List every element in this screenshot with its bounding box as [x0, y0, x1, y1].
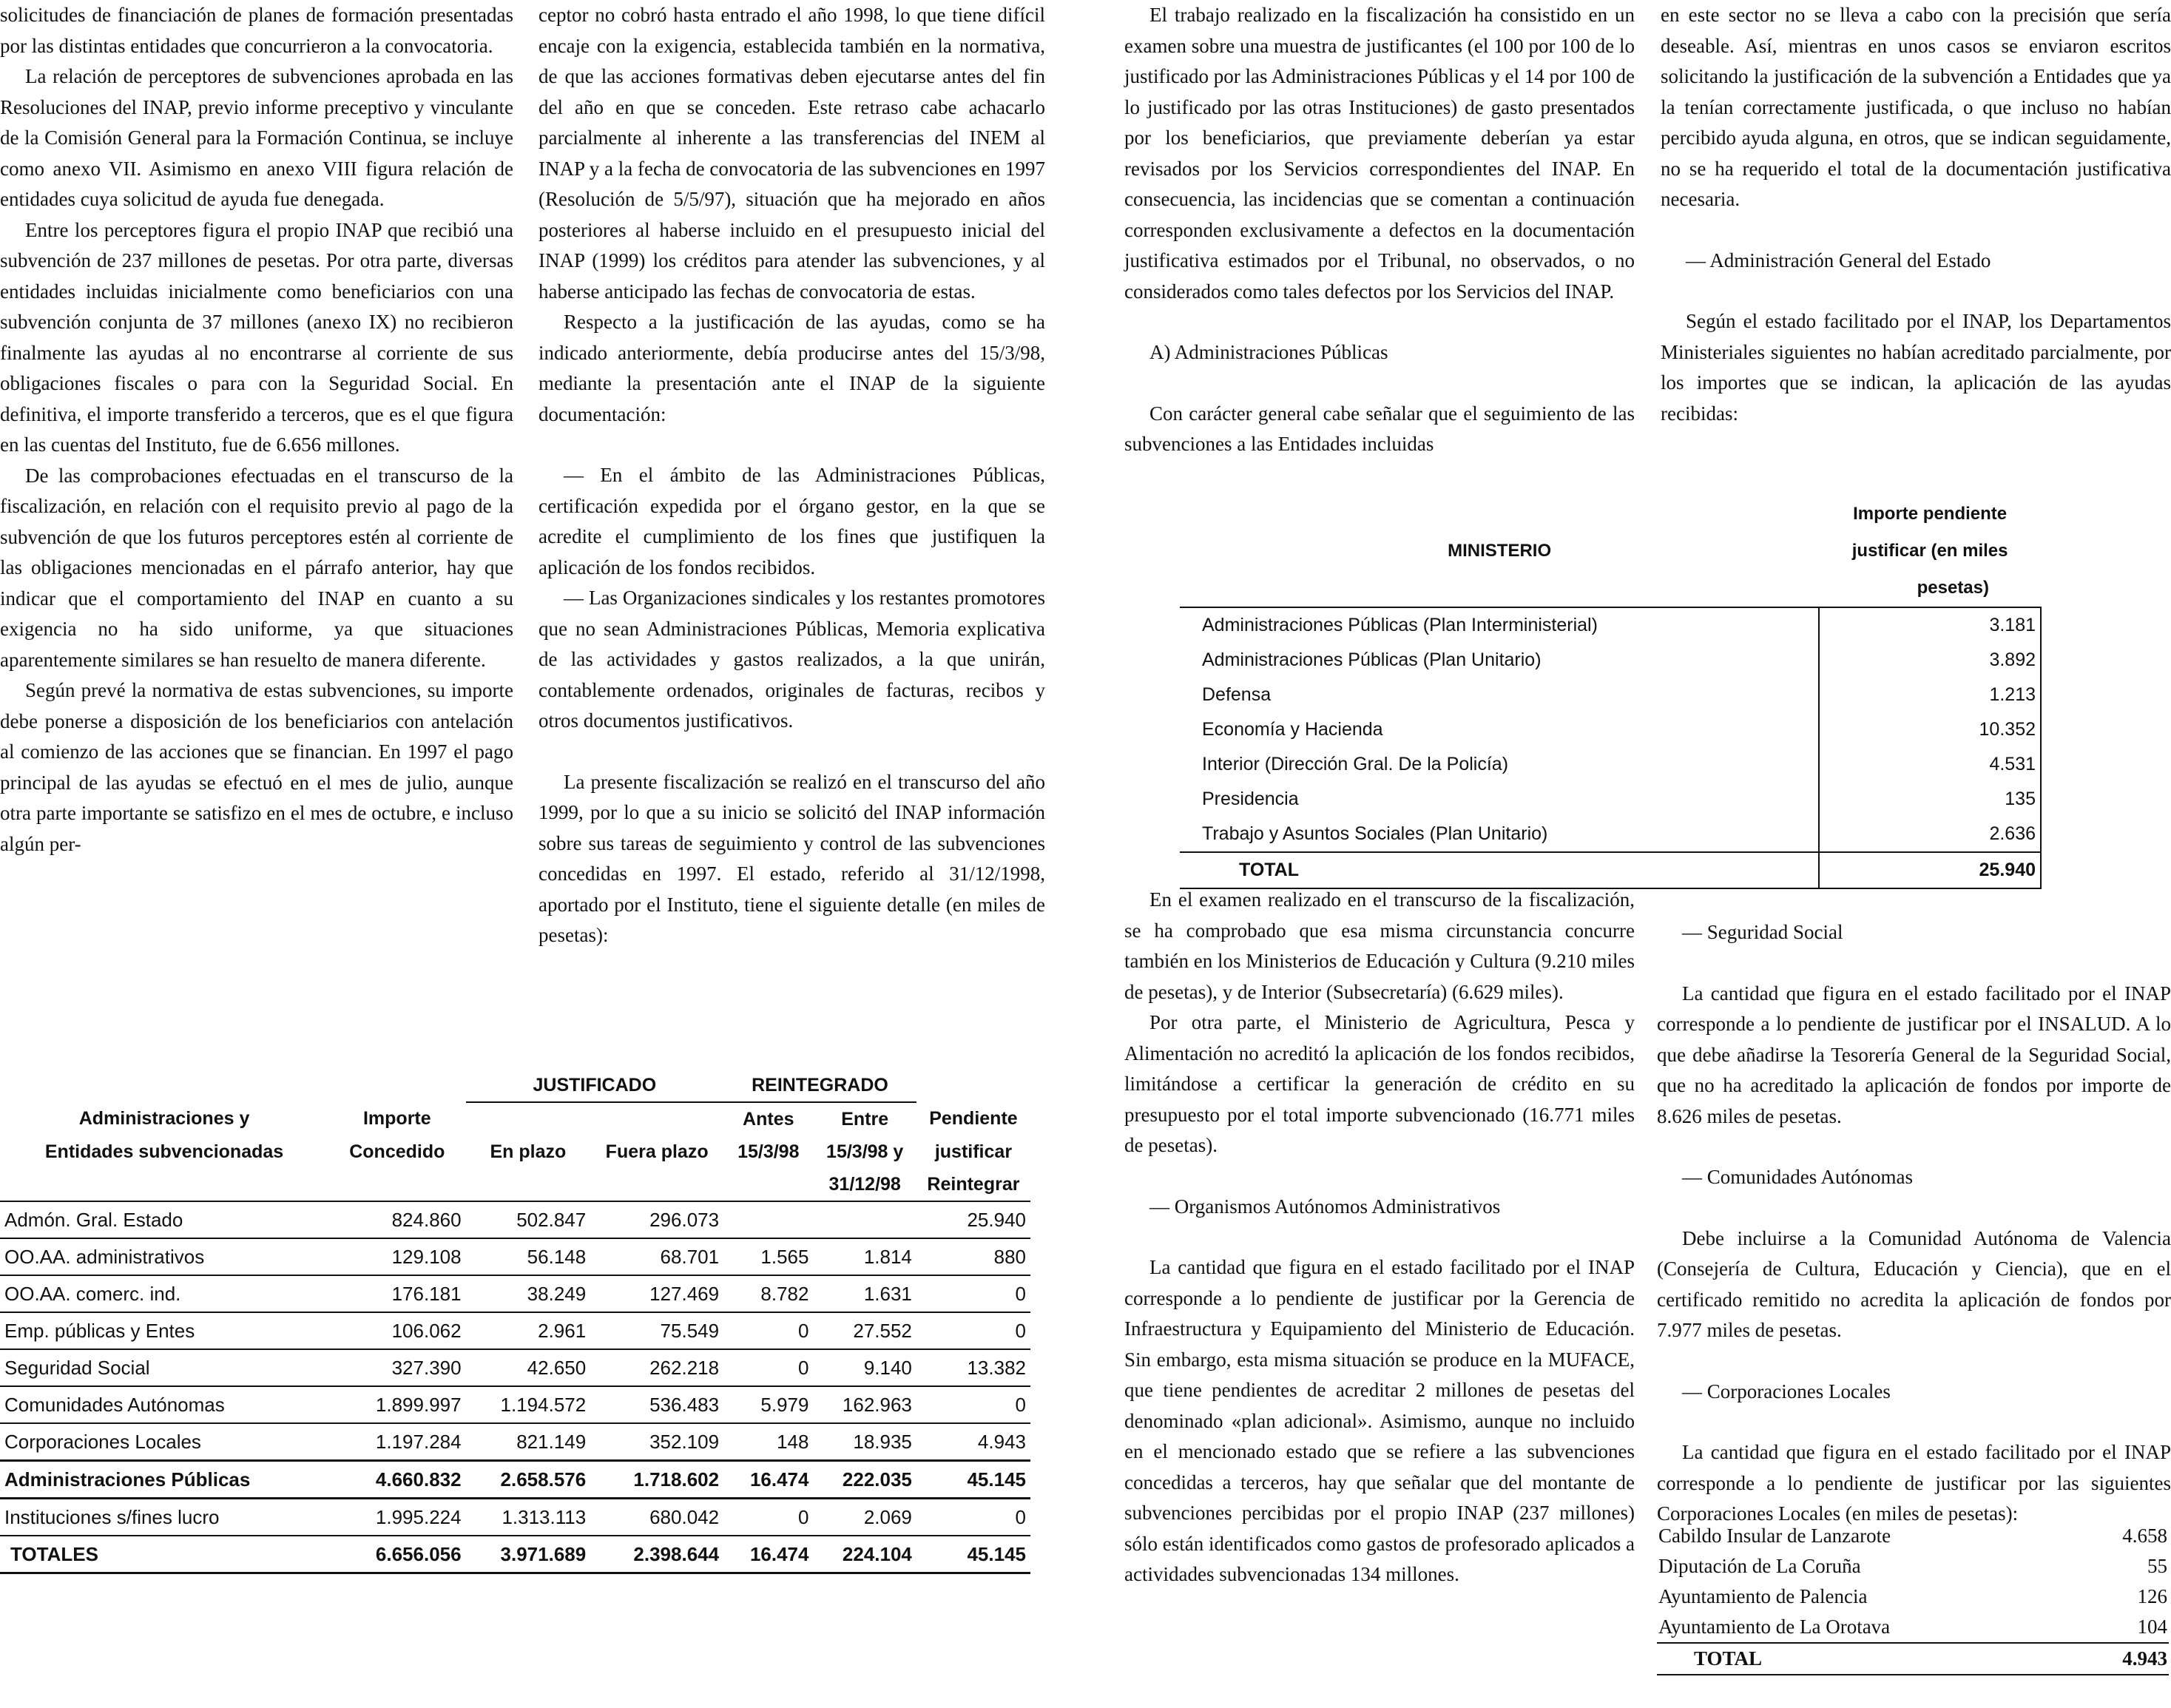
cell-value: 1.194.572: [500, 1393, 587, 1416]
table-row: [1180, 817, 2041, 852]
cell-value: 1.814: [863, 1245, 912, 1268]
total-label: TOTAL: [1694, 1647, 1763, 1670]
paragraph: solicitudes de financiación de planes de formación presentadas por las distintas entidades que concurrieron a la convocatoria.: [0, 4, 513, 57]
cell-value: 75.549: [660, 1319, 720, 1342]
header-entity-1: Administraciones y: [78, 1108, 250, 1129]
section-heading: — Seguridad Social: [1682, 921, 1843, 943]
cell-value: 106.062: [391, 1319, 462, 1342]
cell-value: 327.390: [391, 1356, 462, 1379]
paragraph: La cantidad que figura en el estado facilitado por el INAP corresponde a lo pendiente de justificar por el INSALUD. A lo que debe añadirse la Tesorería General de la Seguridad Social, que no ha acreditado la aplicación de fondos por importe de 8.626 miles de pesetas.: [1657, 982, 2171, 1127]
table-row: [0, 1238, 1030, 1275]
header-entre-3: 31/12/98: [828, 1173, 901, 1195]
section-heading: — Organismos Autónomos Administrativos: [1149, 1195, 1501, 1218]
table-row: [1657, 1582, 2169, 1612]
cell-value: 68.701: [660, 1245, 720, 1268]
cell-value: 8.782: [760, 1282, 809, 1305]
paragraph: en este sector no se lleva a cabo con la precisión que sería deseable. Así, mientras en unos casos se enviaron escritos solicitando la justificación de la subvención a Entidades que ya la tenían correctamente justificada, o que incluso no habían percibido ayuda alguna, en otros, que se indican seguidamente, no se ha requerido el total de la documentación justificativa necesaria.: [1661, 4, 2171, 210]
cell-value: 45.145: [967, 1542, 1026, 1565]
table-row: [0, 1201, 1030, 1238]
ministry-name: Administraciones Públicas (Plan Interministerial): [1202, 615, 1598, 635]
paragraph: Debe incluirse a la Comunidad Autónoma de Valencia (Consejería de Cultura, Educación y Ciencia), que en el certificado remitido no acredita la aplicación de fondos por 7.977 miles de pesetas.: [1657, 1226, 2171, 1341]
row-label: Seguridad Social: [4, 1356, 150, 1379]
corporation-name: Ayuntamiento de Palencia: [1658, 1585, 1868, 1607]
cell-value: 6.656.056: [375, 1542, 462, 1565]
ministry-name: Defensa: [1202, 684, 1272, 705]
cell-value: 148: [777, 1430, 809, 1453]
amount-value: 1.213: [1819, 678, 2041, 712]
cell-value: 680.042: [649, 1505, 720, 1528]
section-heading: — Comunidades Autónomas: [1682, 1166, 1913, 1188]
paragraph: Por otra parte, el Ministerio de Agricultura, Pesca y Alimentación no acreditó la aplicación de los fondos recibidos, limitándose a certificar la generación de crédito en su presupuesto por el total importe subvencionado (16.771 miles de pesetas).: [1124, 1011, 1635, 1156]
cell-value: 222.035: [842, 1468, 912, 1491]
table-row: [1180, 782, 2041, 817]
cell-value: 0: [1015, 1505, 1026, 1528]
cell-value: 880: [993, 1245, 1026, 1268]
cell-value: 3.971.689: [500, 1542, 587, 1565]
header-importe-3: pesetas): [1917, 578, 1989, 598]
total-label: TOTAL: [1239, 860, 1300, 880]
table-row: [0, 1312, 1030, 1349]
cell-value: 1.995.224: [375, 1505, 462, 1528]
table-row: [1180, 747, 2041, 782]
cell-value: 16.474: [749, 1542, 809, 1565]
amount-value: 4.658: [2122, 1525, 2167, 1547]
paragraph: — En el ámbito de las Administraciones Públicas, certificación expedida por el órgano gestor, en la que se acredite el cumplimiento de los fines que justifiquen la aplicación de los fondos recibidos.: [538, 464, 1045, 578]
amount-value: 10.352: [1819, 712, 2041, 747]
paragraph: — Las Organizaciones sindicales y los restantes promotores que no sean Administraciones Públicas, Memoria explicativa de las actividades y gastos realizados, a la que unirán, contablemente ordenados, originales de facturas, recibos y otros documentos justificativos.: [538, 587, 1045, 732]
cell-value: 0: [1015, 1282, 1026, 1305]
cell-value: 38.249: [527, 1282, 587, 1305]
cell-value: 4.943: [977, 1430, 1026, 1453]
header-antes-2: 15/3/98: [737, 1141, 800, 1162]
cell-value: [813, 1201, 916, 1238]
cell-value: 824.860: [391, 1208, 462, 1231]
column-5: [1124, 885, 1635, 1590]
paragraph: El trabajo realizado en la fiscalización ha consistido en un examen sobre una muestra de justificantes (el 100 por 100 de lo justificado por las Administraciones Públicas y el 14 por 100 de lo justificado por las otras Instituciones) de gasto presentados por los beneficiarios, que previamente deberían ya estar revisados por los Servicios correspondientes del INAP. En consecuencia, las incidencias que se comentan a continuación corresponden exclusivamente a defectos en la documentación justificativa estimados por el Tribunal, no observados, o no considerados como tales defectos por los Servicios del INAP.: [1124, 4, 1635, 303]
header-entity-2: Entidades subvencionadas: [44, 1141, 284, 1162]
cell-value: 25.940: [967, 1208, 1026, 1231]
cell-value: 45.145: [967, 1468, 1026, 1491]
header-importe-2: Concedido: [349, 1141, 445, 1162]
amount-value: 104: [2137, 1616, 2167, 1638]
paragraph: Según prevé la normativa de estas subvenciones, su importe debe ponerse a disposición de los beneficiarios con antelación al comienzo de las acciones que se financian. En 1997 el pago principal de las ayudas se efectuó en el mes de julio, aunque otra parte importante se satisfizo en el mes de octubre, e incluso algún per-: [0, 679, 513, 855]
row-label: TOTALES: [10, 1542, 98, 1565]
table-row: [1180, 712, 2041, 747]
amount-value: 3.181: [1819, 607, 2041, 643]
paragraph: La cantidad que figura en el estado facilitado por el INAP corresponde a lo pendiente de justificar por la Gerencia de Infraestructura y Equipamiento del Ministerio de Educación. Sin embargo, esta misma situación se produce en la MUFACE, que tiene pendientes de acreditar 2 millones de pesetas del denominado «plan adicional». Asimismo, aunque no incluido en el mencionado estado que se refiere a las subvenciones concedidas a terceros, hay que señalar que del montante de subvenciones percibidas por el propio INAP (237 millones) sólo están identificados como gastos de profesorado aplicados a actividades subvencionadas 134 millones.: [1124, 1256, 1635, 1585]
group-justificado: JUSTIFICADO: [466, 1069, 724, 1102]
header-entre-2: 15/3/98 y: [826, 1141, 904, 1162]
header-fuera-plazo: Fuera plazo: [605, 1141, 709, 1162]
cell-value: 2.658.576: [500, 1468, 587, 1491]
cell-value: 2.398.644: [633, 1542, 720, 1565]
header-en-plazo: En plazo: [490, 1141, 567, 1162]
header-ministerio: MINISTERIO: [1448, 541, 1552, 561]
table-row: [0, 1386, 1030, 1423]
row-label: Instituciones s/fines lucro: [4, 1505, 220, 1528]
header-entre-1: Entre: [841, 1108, 889, 1130]
amount-value: 3.892: [1819, 643, 2041, 678]
cell-value: 56.148: [527, 1245, 587, 1268]
header-importe-1: Importe pendiente: [1853, 504, 2008, 524]
header-importe-1: Importe: [362, 1108, 431, 1129]
header-pendiente-2: justificar: [934, 1141, 1013, 1162]
table-row: [1180, 607, 2041, 643]
table-row: [1657, 1521, 2169, 1551]
header-pendiente-3: Reintegrar: [927, 1173, 1020, 1195]
paragraph: La presente fiscalización se realizó en el transcurso del año 1999, por lo que a su inicio se solicitó del INAP información sobre sus tareas de seguimiento y control de las subvenciones concedidas en 1997. El estado, referido al 31/12/1998, aportado por el Instituto, tiene el siguiente detalle (en miles de pesetas):: [538, 770, 1045, 946]
paragraph: Con carácter general cabe señalar que el seguimiento de las subvenciones a las Entidades incluidas: [1124, 402, 1635, 455]
table-row: [0, 1423, 1030, 1461]
paragraph: ceptor no cobró hasta entrado el año 1998, lo que tiene difícil encaje con la exigencia, establecida también en la normativa, de que las acciones formativas deben ejecutarse antes del fin del año en que se conceden. Este retraso cabe achacarlo parcialmente al inherente a las transferencias del INEM al INAP y a la fecha de convocatoria de las subvenciones en 1997 (Resolución de 5/5/97), situación que ha mejorado en años posteriores al haberse incluido en el presupuesto inicial del INAP (1999) los créditos para atender las subvenciones, y al haberse anticipado las fechas de convocatoria de estas.: [538, 4, 1046, 303]
corporation-name: Ayuntamiento de La Orotava: [1658, 1616, 1891, 1638]
cell-value: 42.650: [527, 1356, 587, 1379]
ministry-name: Trabajo y Asuntos Sociales (Plan Unitario): [1202, 823, 1548, 844]
section-heading: — Corporaciones Locales: [1682, 1380, 1891, 1402]
row-label: OO.AA. comerc. ind.: [4, 1282, 181, 1305]
cell-value: 176.181: [391, 1282, 462, 1305]
group-reintegrado: REINTEGRADO: [723, 1069, 916, 1102]
corporation-name: Diputación de La Coruña: [1658, 1555, 1861, 1577]
table-row: [0, 1536, 1030, 1573]
table-row: [1180, 643, 2041, 678]
cell-value: 127.469: [649, 1282, 720, 1305]
table-row: [0, 1275, 1030, 1312]
cell-value: 502.847: [516, 1208, 587, 1231]
header-antes-1: Antes: [743, 1108, 794, 1130]
row-label: Emp. públicas y Entes: [4, 1319, 195, 1342]
paragraph: Según el estado facilitado por el INAP, los Departamentos Ministeriales siguientes no habían acreditado parcialmente, por los importes que se indican, la aplicación de las ayudas recibidas:: [1661, 310, 2171, 425]
column-3: [1124, 0, 1635, 460]
cell-value: 224.104: [842, 1542, 912, 1565]
amount-value: 2.636: [1819, 817, 2041, 852]
paragraph: La relación de perceptores de subvenciones aprobada en las Resoluciones del INAP, previo informe preceptivo y vinculante de la Comisión General para la Formación Continua, se incluye como anexo VII. Asimismo en anexo VIII figura relación de entidades cuya solicitud de ayuda fue denegada.: [0, 65, 513, 210]
cell-value: 2.961: [538, 1319, 587, 1342]
paragraph: La cantidad que figura en el estado facilitado por el INAP corresponde a lo pendiente de justificar por las siguientes Corporaciones Locales (en miles de pesetas):: [1657, 1441, 2171, 1525]
row-label: OO.AA. administrativos: [4, 1245, 205, 1268]
row-label: Corporaciones Locales: [4, 1430, 201, 1453]
ministry-name: Administraciones Públicas (Plan Unitario): [1202, 649, 1542, 670]
column-2: [538, 0, 1045, 951]
table-row: [1657, 1612, 2169, 1643]
cell-value: 0: [798, 1319, 809, 1342]
ministry-table: [1180, 496, 2042, 889]
cell-value: [723, 1201, 813, 1238]
paragraph: Entre los perceptores figura el propio INAP que recibió una subvención de 237 millones de pesetas. Por otra parte, diversas entidades incluidas inicialmente como beneficiarios con una subvención conjunta de 37 millones (anexo IX) no recibieron finalmente las ayudas al no encontrarse al corriente de sus obligaciones fiscales o para con la Seguridad Social. En definitiva, el importe transferido a terceros, que es el que figura en las cuentas del Instituto, fue de 6.656 millones.: [0, 218, 513, 456]
total-value: 4.943: [2122, 1647, 2167, 1670]
amount-value: 55: [2147, 1555, 2167, 1577]
section-heading: A) Administraciones Públicas: [1149, 341, 1388, 363]
subsidies-table: [0, 1069, 1030, 1574]
paragraph: En el examen realizado en el transcurso de la fiscalización, se ha comprobado que esa misma circunstancia concurre también en los Ministerios de Educación y Cultura (9.210 miles de pesetas), y de Interior (Subsecretaría) (6.629 miles).: [1124, 888, 1635, 1003]
cell-value: 0: [798, 1505, 809, 1528]
cell-value: 536.483: [649, 1393, 720, 1416]
table-row: [0, 1499, 1030, 1536]
cell-value: 27.552: [853, 1319, 912, 1342]
table-row: [0, 1349, 1030, 1386]
header-importe-2: justificar (en miles: [1851, 541, 2008, 561]
cell-value: 1.631: [863, 1282, 912, 1305]
table-row: [1657, 1551, 2169, 1582]
corporations-table: [1657, 1521, 2169, 1675]
cell-value: 5.979: [760, 1393, 809, 1416]
cell-value: 352.109: [649, 1430, 720, 1453]
cell-value: 1.197.284: [375, 1430, 462, 1453]
cell-value: 1.718.602: [633, 1468, 720, 1491]
ministry-name: Economía y Hacienda: [1202, 719, 1383, 740]
paragraph: De las comprobaciones efectuadas en el transcurso de la fiscalización, en relación con el requisito previo al pago de la subvención de que los futuros perceptores estén al corriente de las obligaciones mencionadas en el párrafo anterior, hay que indicar que el comportamiento del INAP en cuanto a su exigencia no ha sido uniforme, ya que situaciones aparentemente similares se han resuelto de manera diferente.: [0, 464, 513, 671]
row-label: Admón. Gral. Estado: [4, 1208, 183, 1231]
table-row: [1180, 678, 2041, 712]
cell-value: 4.660.832: [375, 1468, 462, 1491]
corporation-name: Cabildo Insular de Lanzarote: [1658, 1525, 1891, 1547]
row-label: Administraciones Públicas: [4, 1468, 251, 1491]
cell-value: 296.073: [649, 1208, 720, 1231]
amount-value: 126: [2137, 1585, 2167, 1607]
cell-value: 821.149: [516, 1430, 587, 1453]
cell-value: 129.108: [391, 1245, 462, 1268]
cell-value: 262.218: [649, 1356, 720, 1379]
cell-value: 13.382: [967, 1356, 1026, 1379]
column-1: [0, 0, 513, 860]
cell-value: 18.935: [853, 1430, 912, 1453]
cell-value: 2.069: [863, 1505, 912, 1528]
ministry-name: Interior (Dirección Gral. De la Policía): [1202, 754, 1509, 774]
header-pendiente-1: Pendiente: [929, 1108, 1018, 1129]
amount-value: 4.531: [1819, 747, 2041, 782]
column-4: [1661, 0, 2171, 429]
cell-value: 9.140: [863, 1356, 912, 1379]
cell-value: 1.899.997: [375, 1393, 462, 1416]
amount-value: 135: [1819, 782, 2041, 817]
ministry-name: Presidencia: [1202, 789, 1299, 809]
cell-value: 0: [1015, 1319, 1026, 1342]
cell-value: 0: [1015, 1393, 1026, 1416]
paragraph: Respecto a la justificación de las ayudas, como se ha indicado anteriormente, debía producirse antes del 15/3/98, mediante la presentación ante el INAP de la siguiente documentación:: [538, 311, 1045, 425]
section-heading: — Administración General del Estado: [1686, 249, 1991, 271]
column-6: [1657, 917, 2171, 1530]
row-label: Comunidades Autónomas: [4, 1393, 225, 1416]
cell-value: 16.474: [749, 1468, 809, 1491]
cell-value: 0: [798, 1356, 809, 1379]
cell-value: 1.565: [760, 1245, 809, 1268]
table-row: [0, 1461, 1030, 1499]
total-value: 25.940: [1819, 852, 2041, 888]
cell-value: 162.963: [842, 1393, 912, 1416]
cell-value: 1.313.113: [502, 1505, 587, 1528]
